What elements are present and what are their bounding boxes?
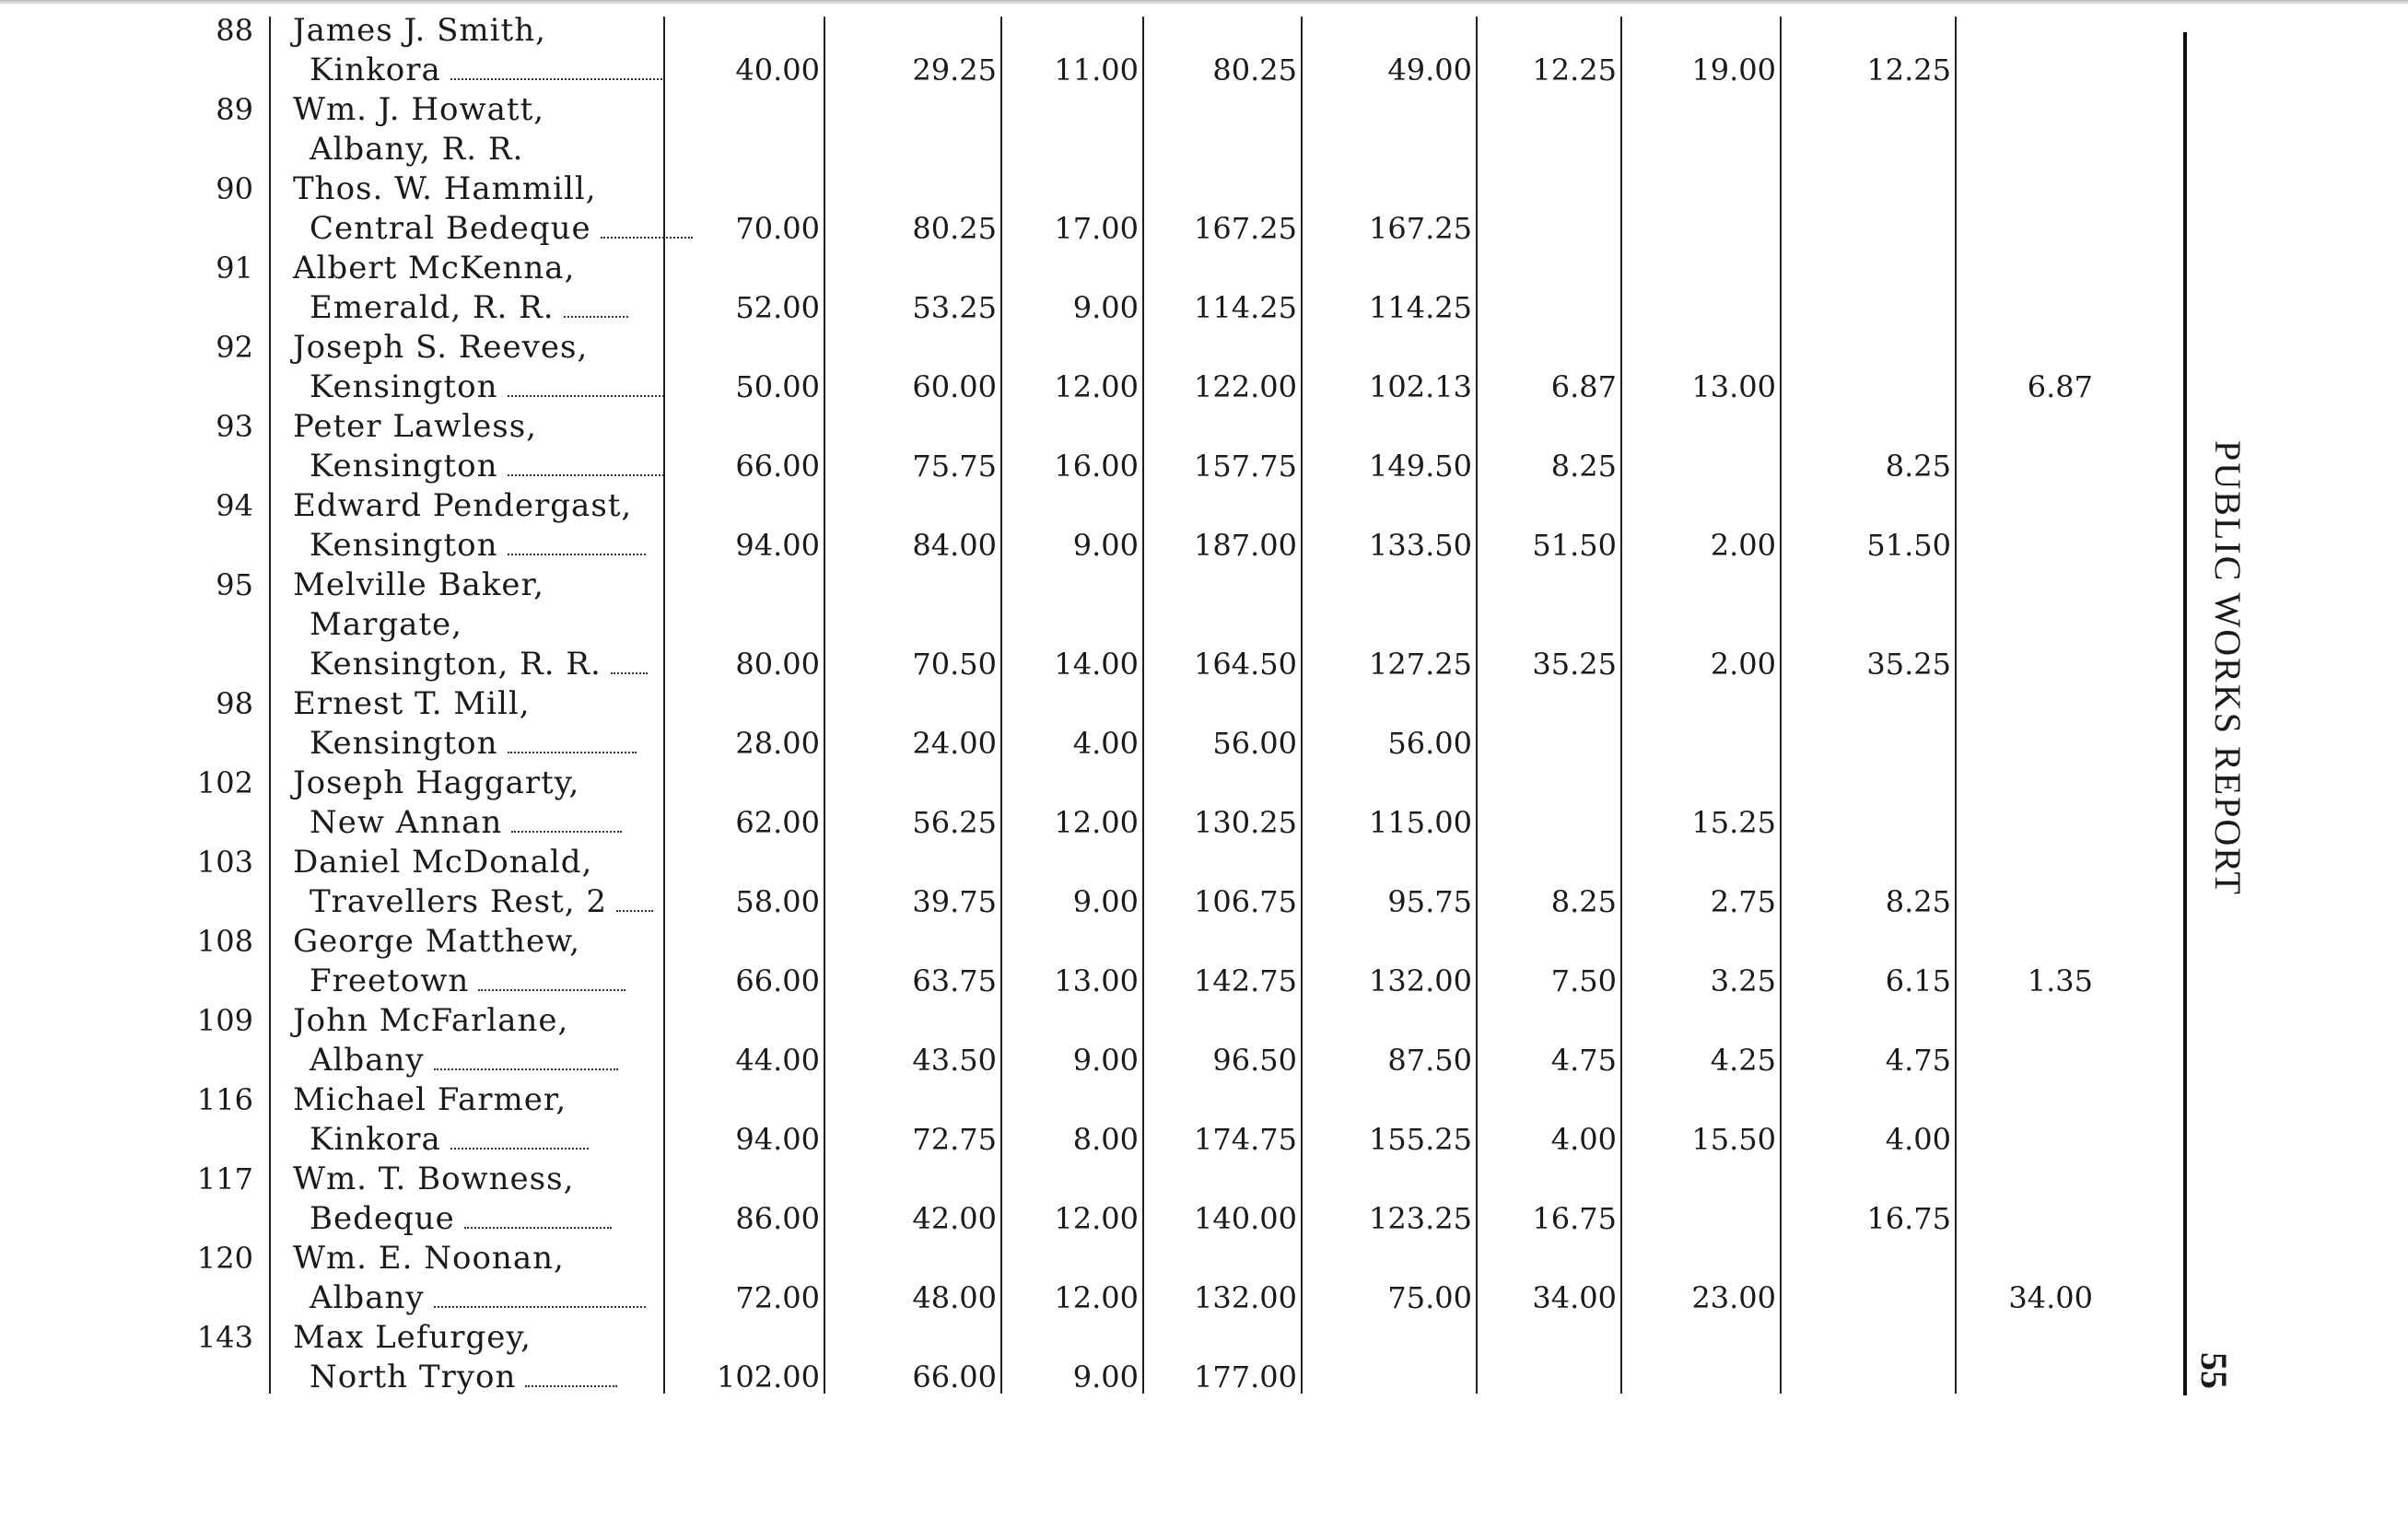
amount-c1: 86.00	[735, 1201, 820, 1236]
table-row	[0, 90, 2119, 169]
leader-dots	[508, 742, 637, 753]
leader-dots	[508, 465, 664, 476]
amount-c6: 35.25	[1532, 647, 1617, 682]
amount-c3: 4.00	[1072, 726, 1139, 761]
amount-c2: 56.25	[912, 805, 997, 840]
amount-c3: 12.00	[1054, 369, 1139, 404]
entry-name	[293, 1239, 661, 1318]
entry-name	[293, 922, 661, 1001]
location	[293, 1199, 661, 1239]
column-rule	[824, 17, 825, 1394]
amount-c5: 167.25	[1369, 211, 1472, 246]
amount-c1: 52.00	[735, 290, 820, 325]
amount-c6: 4.75	[1550, 1043, 1617, 1078]
column-rule	[1955, 17, 1957, 1394]
amount-c3: 8.00	[1072, 1122, 1139, 1157]
table-row	[0, 328, 2119, 407]
amount-c4: 106.75	[1194, 884, 1297, 919]
amount-c8: 51.50	[1866, 528, 1951, 563]
person-name: Albert McKenna,	[293, 250, 576, 286]
amount-c9: 6.87	[2027, 369, 2093, 404]
amount-c5: 49.00	[1387, 53, 1472, 88]
page-number: 55	[2193, 1352, 2235, 1389]
entry-name	[293, 1160, 661, 1239]
amount-c4: 157.75	[1194, 449, 1297, 484]
amount-c4: 96.50	[1212, 1043, 1297, 1078]
entry-number: 91	[216, 251, 253, 286]
amount-c7: 15.25	[1691, 805, 1776, 840]
table-row	[0, 1001, 2119, 1080]
table-row	[0, 1080, 2119, 1160]
amount-c6: 8.25	[1550, 449, 1617, 484]
location	[293, 288, 661, 328]
amount-c6: 34.00	[1532, 1280, 1617, 1315]
entry-name	[293, 486, 661, 566]
amount-c1: 80.00	[735, 647, 820, 682]
table-row	[0, 1318, 2119, 1397]
amount-c4: 114.25	[1194, 290, 1297, 325]
amount-c8: 4.75	[1885, 1043, 1951, 1078]
location-text: Travellers Rest, 2	[310, 883, 607, 920]
table-row	[0, 11, 2119, 90]
amount-c6: 4.00	[1550, 1122, 1617, 1157]
column-rule	[663, 17, 665, 1394]
amount-c4: 140.00	[1194, 1201, 1297, 1236]
amount-c7: 15.50	[1691, 1122, 1776, 1157]
location	[293, 962, 661, 1001]
amount-c3: 9.00	[1072, 290, 1139, 325]
entry-name	[293, 566, 661, 684]
amount-c3: 9.00	[1072, 1360, 1139, 1395]
column-rule	[269, 17, 271, 1394]
location-line-2	[293, 645, 661, 684]
amount-c5: 155.25	[1369, 1122, 1472, 1157]
amount-c4: 132.00	[1194, 1280, 1297, 1315]
amount-c3: 9.00	[1072, 528, 1139, 563]
location	[293, 605, 661, 645]
location-text: Kensington	[310, 725, 498, 762]
amount-c2: 84.00	[912, 528, 997, 563]
location	[293, 526, 661, 566]
amount-c4: 142.75	[1194, 963, 1297, 998]
amount-c4: 177.00	[1194, 1360, 1297, 1395]
amount-c6: 7.50	[1550, 963, 1617, 998]
amount-c2: 80.25	[912, 211, 997, 246]
column-rule	[1000, 17, 1002, 1394]
amount-c3: 12.00	[1054, 1201, 1139, 1236]
location-text: Kinkora	[310, 52, 441, 88]
table-row	[0, 566, 2119, 684]
amount-c4: 167.25	[1194, 211, 1297, 246]
amount-c5: 133.50	[1369, 528, 1472, 563]
amount-c1: 40.00	[735, 53, 820, 88]
location	[293, 209, 661, 249]
amount-c3: 17.00	[1054, 211, 1139, 246]
leader-dots	[508, 544, 646, 555]
amount-c8: 4.00	[1885, 1122, 1951, 1157]
amount-c3: 13.00	[1054, 963, 1139, 998]
amount-c3: 12.00	[1054, 805, 1139, 840]
entry-name	[293, 843, 661, 922]
table-row	[0, 843, 2119, 922]
location-text: Albany	[310, 1279, 425, 1316]
location-text: Emerald, R. R.	[310, 289, 555, 326]
entry-number: 117	[196, 1161, 253, 1196]
amount-c5: 149.50	[1369, 449, 1472, 484]
table-row	[0, 1160, 2119, 1239]
amount-c8: 12.25	[1866, 53, 1951, 88]
entry-name	[293, 764, 661, 843]
location	[293, 447, 661, 486]
entry-number: 92	[216, 330, 253, 365]
page-rule	[2183, 32, 2187, 1395]
column-rule	[1620, 17, 1622, 1394]
amount-c3: 11.00	[1054, 53, 1139, 88]
amount-c5: 127.25	[1369, 647, 1472, 682]
amount-c7: 2.75	[1710, 884, 1776, 919]
person-name: Edward Pendergast,	[293, 487, 633, 524]
table-row	[0, 249, 2119, 328]
amount-c1: 94.00	[735, 528, 820, 563]
amount-c2: 24.00	[912, 726, 997, 761]
leader-dots	[525, 1376, 617, 1387]
leader-dots	[508, 386, 664, 397]
person-name: Peter Lawless,	[293, 408, 537, 445]
amount-c6: 51.50	[1532, 528, 1617, 563]
table-row	[0, 764, 2119, 843]
column-rule	[1142, 17, 1144, 1394]
entry-number: 143	[196, 1320, 253, 1355]
amount-c1: 58.00	[735, 884, 820, 919]
location-text: Albany, R. R.	[310, 131, 524, 168]
entry-name	[293, 1318, 661, 1397]
table-row	[0, 486, 2119, 566]
location	[293, 368, 661, 407]
entry-number: 109	[196, 1003, 253, 1038]
amount-c5: 114.25	[1369, 290, 1472, 325]
leader-dots	[616, 901, 653, 912]
location-text: Kensington	[310, 527, 498, 564]
amount-c8: 6.15	[1885, 963, 1951, 998]
amount-c2: 39.75	[912, 884, 997, 919]
amount-c6: 12.25	[1532, 53, 1617, 88]
leader-dots	[564, 307, 628, 318]
leader-dots	[478, 980, 625, 991]
amount-c2: 70.50	[912, 647, 997, 682]
entry-number: 116	[196, 1082, 253, 1117]
location	[293, 1358, 661, 1397]
person-name: George Matthew,	[293, 923, 581, 960]
amount-c7: 2.00	[1710, 528, 1776, 563]
leader-dots	[511, 822, 622, 833]
amount-c2: 60.00	[912, 369, 997, 404]
location-text: New Annan	[310, 804, 503, 841]
table-row	[0, 922, 2119, 1001]
amount-c5: 132.00	[1369, 963, 1472, 998]
person-name: Joseph S. Reeves,	[293, 329, 589, 366]
entry-number: 93	[216, 409, 253, 444]
amount-c7: 13.00	[1691, 369, 1776, 404]
amount-c6: 8.25	[1550, 884, 1617, 919]
entry-number: 108	[196, 924, 253, 959]
entry-name	[293, 1080, 661, 1160]
table-row	[0, 684, 2119, 764]
amount-c4: 174.75	[1194, 1122, 1297, 1157]
amount-c5: 115.00	[1369, 805, 1472, 840]
entry-name	[293, 328, 661, 407]
amount-c4: 80.25	[1212, 53, 1297, 88]
amount-c4: 130.25	[1194, 805, 1297, 840]
entry-number: 88	[216, 13, 253, 48]
amount-c2: 63.75	[912, 963, 997, 998]
amount-c1: 66.00	[735, 963, 820, 998]
entry-name	[293, 90, 661, 169]
location	[293, 1041, 661, 1080]
location-text: Kinkora	[310, 1121, 441, 1158]
person-name: Melville Baker,	[293, 566, 544, 603]
person-name: Wm. J. Howatt,	[293, 91, 545, 128]
amount-c2: 29.25	[912, 53, 997, 88]
amount-c5: 95.75	[1387, 884, 1472, 919]
location-text: Bedeque	[310, 1200, 455, 1237]
person-name: John McFarlane,	[293, 1002, 569, 1039]
leader-dots	[611, 663, 648, 674]
amount-c1: 50.00	[735, 369, 820, 404]
amount-c3: 9.00	[1072, 1043, 1139, 1078]
amount-c5: 102.13	[1369, 369, 1472, 404]
amount-c8: 8.25	[1885, 884, 1951, 919]
amount-c1: 72.00	[735, 1280, 820, 1315]
entry-number: 120	[196, 1241, 253, 1276]
amount-c5: 87.50	[1387, 1043, 1472, 1078]
entry-number: 102	[196, 765, 253, 800]
column-rule	[1476, 17, 1478, 1394]
amount-c7: 2.00	[1710, 647, 1776, 682]
amount-c4: 56.00	[1212, 726, 1297, 761]
person-name: Daniel McDonald,	[293, 844, 593, 881]
amount-c3: 14.00	[1054, 647, 1139, 682]
person-name: Joseph Haggarty,	[293, 764, 580, 801]
entry-name	[293, 249, 661, 328]
location-text: Freetown	[310, 963, 470, 999]
location	[293, 1120, 661, 1160]
leader-dots	[450, 69, 662, 80]
amount-c1: 62.00	[735, 805, 820, 840]
amount-c6: 16.75	[1532, 1201, 1617, 1236]
location-text: Kensington	[310, 448, 498, 484]
running-title: PUBLIC WORKS REPORT	[2207, 440, 2249, 896]
amount-c2: 42.00	[912, 1201, 997, 1236]
amount-c7: 3.25	[1710, 963, 1776, 998]
amount-c1: 94.00	[735, 1122, 820, 1157]
entry-number: 94	[216, 488, 253, 523]
location-text: Margate,	[310, 606, 462, 643]
location	[293, 724, 661, 764]
amount-c1: 70.00	[735, 211, 820, 246]
location-text: Kensington	[310, 368, 498, 405]
amount-c5: 56.00	[1387, 726, 1472, 761]
entry-number: 98	[216, 686, 253, 721]
leader-dots	[450, 1138, 589, 1150]
amount-c2: 43.50	[912, 1043, 997, 1078]
location	[293, 1278, 661, 1318]
amount-c1: 44.00	[735, 1043, 820, 1078]
amount-c1: 28.00	[735, 726, 820, 761]
amount-c8: 16.75	[1866, 1201, 1951, 1236]
location-text: Kensington, R. R.	[310, 646, 602, 683]
amount-c7: 4.25	[1710, 1043, 1776, 1078]
amount-c5: 123.25	[1369, 1201, 1472, 1236]
location	[293, 130, 661, 169]
amount-c8: 8.25	[1885, 449, 1951, 484]
person-name: Thos. W. Hammill,	[293, 170, 597, 207]
location	[293, 803, 661, 843]
location-text: North Tryon	[310, 1359, 517, 1395]
location	[293, 51, 661, 90]
entry-number: 95	[216, 567, 253, 602]
person-name: Michael Farmer,	[293, 1081, 567, 1118]
leader-dots	[434, 1059, 618, 1070]
entry-name	[293, 407, 661, 486]
amount-c2: 53.25	[912, 290, 997, 325]
amount-c3: 12.00	[1054, 1280, 1139, 1315]
scan-edge	[0, 0, 2408, 6]
amount-c9: 34.00	[2008, 1280, 2093, 1315]
leader-dots	[464, 1218, 612, 1229]
entry-number: 89	[216, 92, 253, 127]
table-row	[0, 407, 2119, 486]
amount-c8: 35.25	[1866, 647, 1951, 682]
entry-number: 103	[196, 845, 253, 880]
amount-c1: 102.00	[717, 1360, 820, 1395]
amount-c6: 6.87	[1550, 369, 1617, 404]
amount-c7: 19.00	[1691, 53, 1776, 88]
amount-c9: 1.35	[2027, 963, 2093, 998]
location-text: Albany	[310, 1042, 425, 1079]
column-rule	[1301, 17, 1303, 1394]
entry-name	[293, 169, 661, 249]
entry-name	[293, 684, 661, 764]
entry-number: 90	[216, 171, 253, 206]
amount-c3: 9.00	[1072, 884, 1139, 919]
table-row	[0, 1239, 2119, 1318]
amount-c4: 164.50	[1194, 647, 1297, 682]
entry-name	[293, 1001, 661, 1080]
column-rule	[1780, 17, 1782, 1394]
amount-c4: 187.00	[1194, 528, 1297, 563]
amount-c2: 72.75	[912, 1122, 997, 1157]
person-name: Wm. T. Bowness,	[293, 1161, 575, 1197]
amount-c4: 122.00	[1194, 369, 1297, 404]
amount-c3: 16.00	[1054, 449, 1139, 484]
amount-c2: 75.75	[912, 449, 997, 484]
person-name: Ernest T. Mill,	[293, 685, 531, 722]
person-name: James J. Smith,	[293, 12, 546, 49]
amount-c2: 66.00	[912, 1360, 997, 1395]
amount-c5: 75.00	[1387, 1280, 1472, 1315]
amount-c1: 66.00	[735, 449, 820, 484]
person-name: Wm. E. Noonan,	[293, 1240, 565, 1277]
location-text: Central Bedeque	[310, 210, 591, 247]
person-name: Max Lefurgey,	[293, 1319, 532, 1356]
amount-c2: 48.00	[912, 1280, 997, 1315]
entry-name	[293, 11, 661, 90]
leader-dots	[434, 1297, 646, 1308]
location	[293, 882, 661, 922]
amount-c7: 23.00	[1691, 1280, 1776, 1315]
table-row	[0, 169, 2119, 249]
